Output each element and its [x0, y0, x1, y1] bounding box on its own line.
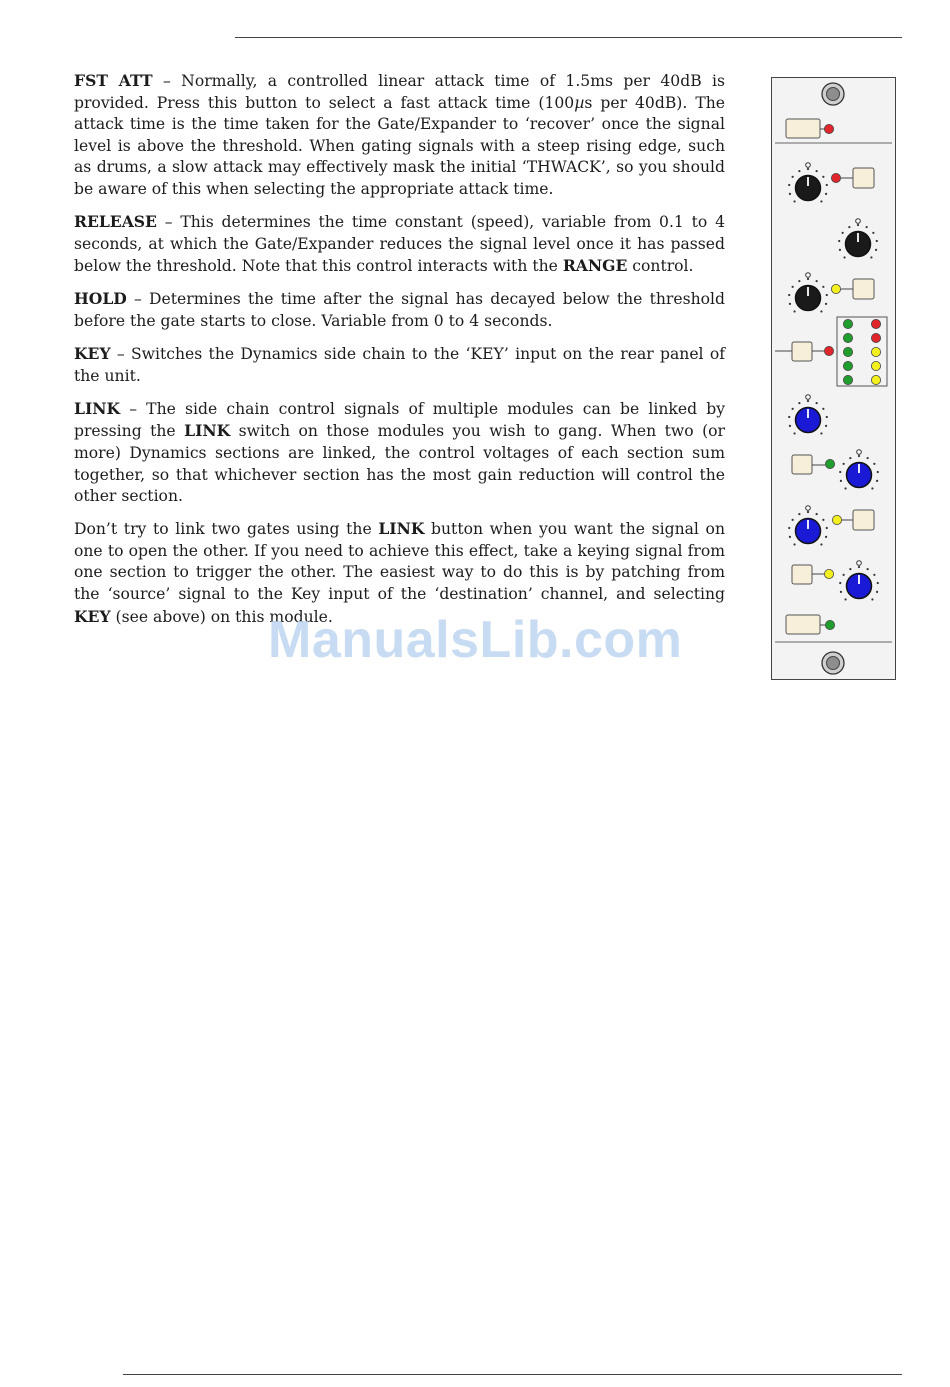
- section-text: button when you want the signal on one to open the other. If you need to achieve this effect, take a keying signal from one section to trigger the other. The easiest way to do this is by patching from the ‘source’ signal to the Key input of the ‘destination’ channel, and selecting: [74, 520, 725, 603]
- knob-scale-dot: [826, 184, 828, 186]
- knob-scale-dot: [816, 402, 818, 404]
- knob-scale-dot: [849, 457, 851, 459]
- led-indicator-icon: [871, 361, 880, 370]
- knob-scale-dot: [793, 432, 795, 434]
- knob-scale-dot: [820, 432, 822, 434]
- section-paragraph: [74, 288, 725, 332]
- knob-center-marker: [806, 506, 811, 511]
- section-term: RELEASE: [74, 212, 157, 232]
- knob-scale-dot: [876, 240, 878, 242]
- inline-bold-term: RANGE: [562, 256, 628, 276]
- knob-scale-dot: [798, 170, 800, 172]
- led-indicator-icon: [824, 569, 833, 578]
- section-paragraph: [74, 343, 725, 387]
- panel-button-icon: [792, 342, 812, 361]
- section-text: s per 40dB). The attack time is the time taken for the Gate/Expander to ‘recover’ once the signal level is above the threshold. When gating signals with a steep rising edge, such as drums, a slow attack may effectively mask the initial ‘THWACK’, so you should be aware of this when selecting the appropriate attack time.: [74, 93, 725, 198]
- led-indicator-icon: [831, 284, 840, 293]
- section-paragraph: [74, 70, 725, 201]
- knob-scale-dot: [870, 256, 872, 258]
- knob-scale-dot: [789, 536, 791, 538]
- led-indicator-icon: [843, 333, 852, 342]
- knob-scale-dot: [820, 310, 822, 312]
- inline-bold-term: LINK: [184, 421, 231, 441]
- knob-scale-dot: [807, 168, 809, 170]
- section-term: FST ATT: [74, 71, 153, 90]
- mounting-screw-head-icon: [827, 657, 840, 670]
- section-text: switch on those modules you wish to gang. When two (or more) Dynamics sections are linked, the control voltages of each section sum together, so that whichever section has the most gain reduction will control the other section.: [74, 422, 725, 506]
- section-paragraph: [74, 398, 725, 508]
- section-text: – The side chain control signals of multiple modules can be linked by pressing the: [74, 399, 725, 441]
- knob-scale-dot: [826, 294, 828, 296]
- knob-scale-dot: [867, 568, 869, 570]
- knob-scale-dot: [875, 249, 877, 251]
- knob-scale-dot: [844, 598, 846, 600]
- knob-scale-dot: [822, 176, 824, 178]
- knob-scale-dot: [816, 170, 818, 172]
- knob-scale-dot: [826, 416, 828, 418]
- knob-scale-dot: [877, 471, 879, 473]
- inline-bold-term: KEY: [74, 606, 111, 626]
- led-indicator-icon: [871, 375, 880, 384]
- header-rule: [235, 37, 902, 38]
- knob-scale-dot: [825, 193, 827, 195]
- knob-scale-dot: [798, 513, 800, 515]
- knob-scale-dot: [866, 226, 868, 228]
- led-indicator-icon: [843, 375, 852, 384]
- knob-scale-dot: [873, 574, 875, 576]
- knob-center-marker: [806, 395, 811, 400]
- knob-scale-dot: [848, 226, 850, 228]
- section-paragraph: [74, 211, 725, 278]
- mounting-screw-head-icon: [827, 88, 840, 101]
- knob-scale-dot: [825, 425, 827, 427]
- module-panel-drawing: [771, 77, 896, 680]
- knob-scale-dot: [807, 278, 809, 280]
- knob-center-marker: [857, 561, 862, 566]
- panel-button-icon: [786, 615, 820, 634]
- panel-button-icon: [786, 119, 820, 138]
- knob-scale-dot: [793, 200, 795, 202]
- led-indicator-icon: [871, 333, 880, 342]
- knob-scale-dot: [789, 193, 791, 195]
- knob-scale-dot: [792, 408, 794, 410]
- knob-scale-dot: [842, 232, 844, 234]
- knob-center-marker: [856, 219, 861, 224]
- knob-scale-dot: [871, 487, 873, 489]
- knob-scale-dot: [849, 568, 851, 570]
- led-indicator-icon: [843, 347, 852, 356]
- knob-scale-dot: [793, 543, 795, 545]
- section-term: HOLD: [74, 289, 127, 309]
- knob-scale-dot: [826, 527, 828, 529]
- knob-center-marker: [806, 163, 811, 168]
- knob-scale-dot: [807, 400, 809, 402]
- knob-scale-dot: [789, 425, 791, 427]
- knob-scale-dot: [822, 408, 824, 410]
- watermark-text: ManualsLib.com: [268, 611, 683, 669]
- knob-scale-dot: [822, 519, 824, 521]
- knob-scale-dot: [820, 543, 822, 545]
- inline-italic-symbol: µ: [574, 93, 585, 112]
- knob-scale-dot: [876, 480, 878, 482]
- led-indicator-icon: [831, 173, 840, 182]
- knob-center-marker: [857, 450, 862, 455]
- knob-scale-dot: [816, 513, 818, 515]
- knob-scale-dot: [793, 310, 795, 312]
- knob-scale-dot: [844, 487, 846, 489]
- panel-button-icon: [853, 510, 874, 530]
- knob-scale-dot: [839, 471, 841, 473]
- knob-scale-dot: [872, 232, 874, 234]
- inline-bold-term: LINK: [378, 519, 425, 539]
- module-panel-illustration: [771, 77, 896, 680]
- led-indicator-icon: [825, 459, 834, 468]
- knob-scale-dot: [843, 463, 845, 465]
- led-indicator-icon: [871, 347, 880, 356]
- panel-button-icon: [853, 279, 874, 299]
- knob-scale-dot: [788, 184, 790, 186]
- section-text: – This determines the time constant (speed), variable from 0.1 to 4 seconds, at which the Gate/Expander reduces the signal level once it has passed below the threshold. Note that this control interacts with the: [74, 213, 725, 276]
- knob-scale-dot: [798, 402, 800, 404]
- section-text: control.: [627, 257, 694, 276]
- section-text: Don’t try to link two gates using the: [74, 520, 379, 539]
- knob-center-marker: [806, 273, 811, 278]
- knob-scale-dot: [788, 527, 790, 529]
- led-indicator-icon: [843, 361, 852, 370]
- knob-scale-dot: [798, 280, 800, 282]
- led-indicator-icon: [832, 515, 841, 524]
- document-body: [74, 70, 725, 639]
- knob-scale-dot: [871, 598, 873, 600]
- knob-scale-dot: [792, 519, 794, 521]
- section-term: KEY: [74, 344, 111, 364]
- section-text: – Switches the Dynamics side chain to the ‘KEY’ input on the rear panel of the unit.: [74, 345, 725, 385]
- panel-button-icon: [853, 168, 874, 188]
- led-indicator-icon: [871, 319, 880, 328]
- knob-scale-dot: [807, 511, 809, 513]
- knob-scale-dot: [825, 536, 827, 538]
- knob-scale-dot: [877, 582, 879, 584]
- panel-button-icon: [792, 565, 812, 584]
- footer-rule: [123, 1374, 902, 1375]
- panel-button-icon: [792, 455, 812, 474]
- knob-scale-dot: [840, 591, 842, 593]
- section-text: – Normally, a controlled linear attack time of 1.5ms per 40dB is provided. Press this button to select a fast attack time (100: [74, 72, 725, 112]
- section-text: (see above) on this module.: [110, 607, 333, 626]
- knob-scale-dot: [858, 455, 860, 457]
- knob-scale-dot: [867, 457, 869, 459]
- knob-scale-dot: [789, 303, 791, 305]
- led-indicator-icon: [824, 124, 833, 133]
- knob-scale-dot: [843, 574, 845, 576]
- knob-scale-dot: [873, 463, 875, 465]
- knob-scale-dot: [820, 200, 822, 202]
- knob-scale-dot: [825, 303, 827, 305]
- knob-scale-dot: [792, 286, 794, 288]
- knob-scale-dot: [822, 286, 824, 288]
- knob-scale-dot: [788, 416, 790, 418]
- knob-scale-dot: [839, 249, 841, 251]
- section-term: LINK: [74, 398, 121, 418]
- led-indicator-icon: [843, 319, 852, 328]
- knob-scale-dot: [816, 280, 818, 282]
- knob-scale-dot: [840, 480, 842, 482]
- knob-scale-dot: [858, 566, 860, 568]
- led-indicator-icon: [824, 346, 833, 355]
- knob-scale-dot: [839, 582, 841, 584]
- section-text: – Determines the time after the signal has decayed below the threshold before the gate starts to close. Variable from 0 to 4 seconds.: [74, 290, 725, 330]
- knob-scale-dot: [876, 591, 878, 593]
- knob-scale-dot: [788, 294, 790, 296]
- knob-scale-dot: [792, 176, 794, 178]
- led-indicator-icon: [825, 620, 834, 629]
- knob-scale-dot: [857, 224, 859, 226]
- knob-scale-dot: [838, 240, 840, 242]
- knob-scale-dot: [843, 256, 845, 258]
